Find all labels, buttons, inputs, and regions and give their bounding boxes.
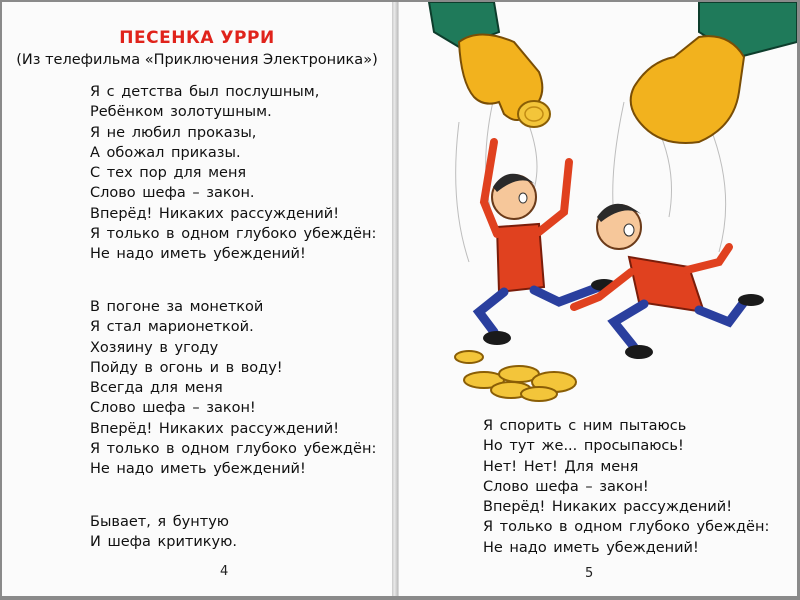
verse-line: А обожал приказы. — [90, 144, 241, 161]
verse-line: Вперёд! Никаких рассуждений! — [90, 205, 340, 222]
verse-line: Слово шефа – закон! — [483, 478, 649, 495]
verse-line: Нет! Нет! Для меня — [483, 458, 639, 475]
verse-line: Вперёд! Никаких рассуждений! — [483, 499, 733, 516]
verse-line: Слово шефа – закон! — [90, 400, 256, 417]
verse-line: Слово шефа – закон. — [90, 185, 255, 202]
verse-line: Не надо иметь убеждений! — [483, 539, 699, 556]
verse-line: И шефа критикую. — [90, 534, 237, 551]
verse-line: Я с детства был послушным, — [90, 84, 320, 100]
stanza-1 — [90, 82, 376, 265]
verse-line: С тех пор для меня — [90, 165, 247, 182]
right-master-hand — [631, 2, 797, 143]
verse-line: Бывает, я бунтую — [90, 514, 229, 530]
verse-line: Я стал марионеткой. — [90, 319, 254, 336]
stanza-4 — [483, 416, 769, 558]
verse-line: Ребёнком золотушным. — [90, 104, 272, 121]
marionette-puppet-left — [479, 142, 617, 345]
right-page — [398, 2, 797, 596]
verse-line: Хозяину в угоду — [90, 339, 219, 356]
hanging-coin — [518, 101, 550, 127]
verse-line: Я только в одном глубоко убеждён: — [483, 519, 770, 536]
verse-line: Всегда для меня — [90, 380, 223, 397]
page-number-right: 5 — [585, 566, 594, 581]
page-number-left: 4 — [220, 564, 229, 579]
verse-line: Я не любил проказы, — [90, 124, 257, 141]
left-page — [2, 2, 393, 596]
verse-line: Я только в одном глубоко убеждён: — [90, 441, 377, 458]
stanza-3 — [90, 512, 237, 553]
verse-line: Не надо иметь убеждений! — [90, 246, 306, 263]
verse-line: Вперёд! Никаких рассуждений! — [90, 420, 340, 437]
song-subtitle: (Из телефильма «Приключения Электроника») — [16, 52, 378, 68]
stanza-2 — [90, 297, 376, 480]
coin-pile — [455, 351, 576, 401]
verse-line: Я спорить с ним пытаюсь — [483, 418, 687, 434]
verse-line: Но тут же... просыпаюсь! — [483, 438, 684, 455]
verse-line: Не надо иметь убеждений! — [90, 461, 306, 478]
verse-line: Пойду в огонь и в воду! — [90, 359, 283, 376]
verse-line: Я только в одном глубоко убеждён: — [90, 226, 377, 243]
song-title: ПЕСЕНКА УРРИ — [119, 28, 275, 48]
verse-line: В погоне за монеткой — [90, 299, 264, 315]
marionette-illustration — [399, 2, 797, 402]
